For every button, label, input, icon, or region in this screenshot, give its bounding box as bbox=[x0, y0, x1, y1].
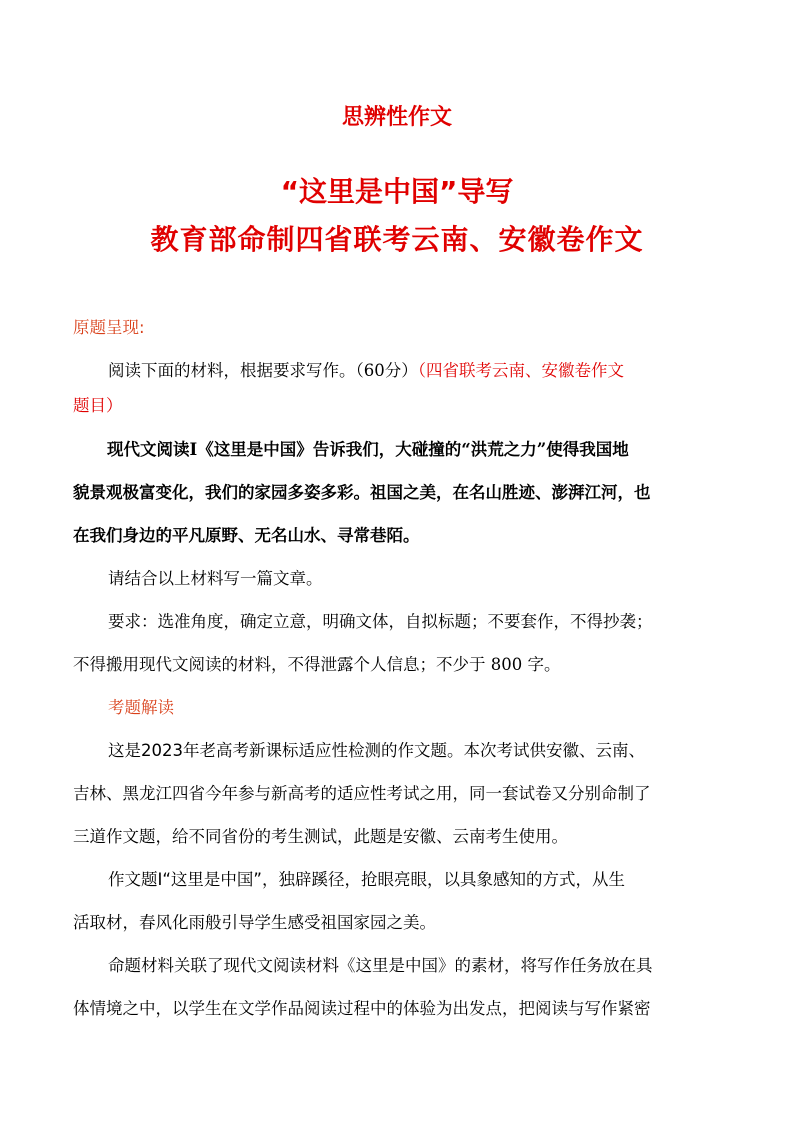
instruction-source: （四省联考云南、安徽卷作文 bbox=[417, 361, 624, 380]
material-line: 貌景观极富变化，我们的家园多姿多彩。祖国之美，在名山胜迹、澎湃江河，也 bbox=[73, 483, 651, 502]
task-text: 请结合以上材料写一篇文章。 bbox=[108, 569, 323, 588]
material-paragraph bbox=[73, 428, 733, 557]
analysis-section bbox=[108, 686, 768, 729]
original-label: 原题呈现: bbox=[73, 318, 145, 337]
subtitle: 教育部命制四省联考云南、安徽卷作文 bbox=[150, 223, 644, 256]
instruction-source-cont: 题目） bbox=[73, 396, 123, 415]
original-section bbox=[73, 306, 733, 349]
requirement-line: 要求：选准角度，确定立意，明确文体，自拟标题；不要套作，不得抄袭； bbox=[108, 612, 653, 631]
requirements bbox=[73, 600, 753, 686]
material-line: 在我们身边的平凡原野、无名山水、寻常巷陌。 bbox=[73, 526, 420, 545]
main-title: “这里是中国”导写 bbox=[280, 175, 514, 208]
analysis-label: 考题解读 bbox=[108, 698, 174, 717]
analysis-paragraph-1: 这是2023年老高考新课标适应性检测的作文题。本次考试供安徽、云南、 吉林、黑龙江四省今年参与新高考的适应性考试之用，同一套试卷又分别命制了 三道作文题，给不同省份的考生测试，此题是安徽、云南考生使用。 bbox=[73, 741, 651, 846]
requirement-line: 不得搬用现代文阅读的材料，不得泄露个人信息；不少于 800 字。 bbox=[73, 655, 561, 674]
analysis-paragraph-2: 作文题Ⅰ“这里是中国”，独辟蹊径，抢眼亮眼，以具象感知的方式，从生 活取材，春风化雨般引导学生感受祖国家园之美。 bbox=[73, 870, 625, 932]
analysis-paragraph-3: 命题材料关联了现代文阅读材料《这里是中国》的素材，将写作任务放在具 体情境之中，以学生在文学作品阅读过程中的体验为出发点，把阅读与写作紧密 bbox=[73, 956, 653, 1018]
material-line: 现代文阅读Ⅰ《这里是中国》告诉我们，大碰撞的“洪荒之力”使得我国地 bbox=[107, 440, 629, 459]
instruction-text: 阅读下面的材料，根据要求写作。（60分） bbox=[108, 361, 418, 380]
category-title: 思辨性作文 bbox=[341, 105, 452, 130]
